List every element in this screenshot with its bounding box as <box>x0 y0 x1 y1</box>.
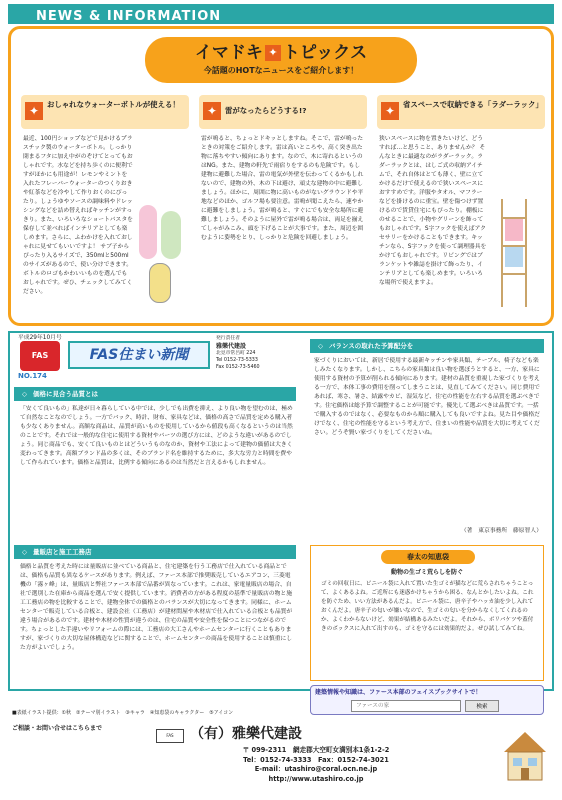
header-bar <box>8 4 554 24</box>
column-heading: おしゃれなウォーターボトルが使える！ <box>47 100 180 109</box>
chie-body: ゴミの回収日に、ビニール袋に入れて置いた生ゴミが猫などに荒らされちゃうことって、よくあるよね。ご近所にも迷惑かけちゃうから困る、なんとかしたいよね。これを防ぐため、いい方法があるんだよ。ビニール袋に、唐辛子やハッカ油を少し入れておくんだよ。唐辛子の匂いが嫌いなので、生ゴミの匂いを分からなくしてくれるのか、よくわからないけど、効果が結構あるみたいだよ。それから、ボリバケツや蓋付きのボックスに入れて出すのも、ゴミを守るには効果的だよ。ぜひ試してみてね。 <box>321 581 534 632</box>
news-column-water-bottle <box>21 95 189 319</box>
company-url[interactable]: http://www.utashiro.co.jp <box>268 774 364 783</box>
sparkle-icon: ✦ <box>25 102 43 120</box>
sparkle-icon: ✦ <box>203 102 221 120</box>
section-title: 量販店と施工工務店 <box>33 548 92 556</box>
section-bar-contractor <box>14 545 296 559</box>
column-heading-box <box>21 95 189 129</box>
news-title-pill <box>145 37 417 83</box>
column-heading: 省スペースで収納できる「ラダーラック」 <box>403 100 543 109</box>
chie-title: 春太の知恵袋 <box>381 550 475 564</box>
company-address: 〒 099-2311 網走郡大空町女満別本1条1-2-2 <box>242 746 390 754</box>
facebook-search-box <box>310 685 544 715</box>
publisher-tel: Tel 0152-73-5333 <box>216 358 258 364</box>
water-bottle-image <box>137 205 187 305</box>
diamond-icon: ◇ <box>22 548 27 556</box>
section-title: 価格に見合う品質とは <box>33 390 98 398</box>
house-illustration <box>500 728 550 784</box>
fas-logo: FAS <box>20 341 60 371</box>
company-tel-fax: Tel：0152-74-3333 Fax：0152-74-3021 <box>243 755 389 764</box>
illustration-credits: ■表紙イラスト提供：①秋 ②テーマ別イラスト ③キャラ ④知恵袋のキャラクター ⑤アイコン <box>12 710 234 716</box>
newsletter-box <box>8 331 554 710</box>
masthead: FAS住まい新聞 <box>68 341 210 369</box>
column-body: 雷が鳴ると、ちょっとドキッとしますね。そこで、雷が鳴ったときの対策をご紹介します。雷は高いところや、高く突き出た物に落ちやすい傾向にあります。なので、木に寄れるというのはNG。また、建物の軒先で雨宿りをするのも危険です。もし建物に避難した場合、雷の電気が外壁を伝わってくるかもしれないので、建物の外、木の下は避け、頑丈な建物の中に避難しましょう。ほかに、周囲に物に高いものがないグラウンドや平地などのほか、ゴルフ場も要注意。雷鳴が聞こえたら、速やかに避難をしましょう。雷が鳴ると、すぐにでも安全な場所に避難しましょう。そのように屋外で雷が鳴る場合は、両足を揃えてしゃがみこみ、頭を下げることが大事です。また、周辺を囲むように姿勢をとり、しっかりと危険を回避しましょう。 <box>201 136 364 241</box>
ladder-rack-image <box>491 199 543 309</box>
news-column-thunder <box>199 95 367 319</box>
section-body-price: 「安くて良いもの」私達が日々暮らしている中では、少しでも出費を抑え、より良い物を望むのは、極めて自然なことなのでしょう。一方でバック、時計、財布、家具などは、価格の高さで品質を定める購入者も少なくありません。高額な商品は、品質が高いものを使用しているから値段も高くなるというのは当然のことです。それでは一般的な住宅に使用する資材やパーツの選び方には、どのような違いがあるのでしょう。同じ商品でも、安くて良いものとはどういうものなのか、資材や工法によって建物の価値は大きく変わってきます。高額ブランド品の多くは、そのブランド名を維持するために、多大な労力と時間を費やして作られています。価格と品質は、比例する傾向にあるのは当然だと言えるかもしれません。 <box>20 406 293 466</box>
section-title: バランスの取れた予算配分を <box>329 342 414 350</box>
section-bar-budget <box>310 339 544 353</box>
header-title: NEWS & INFORMATION <box>36 9 222 24</box>
column-body: 最近、100円ショップなどで見かけるプラスチック製のウォーターボトル。しっかり閉まるフタに加え中がのぞけてとってもおしゃれです。水などを持ち歩くのに便利ですがほかにも用途が！レモンやミントを入れたフレーバーウォーターのつくりおきや紅茶などを冷やして作りおくのにぴったり。しょうゆやソースの調味料やドレッシングなどを詰め替えればキッチンがすっきり。また、いろいろなショートパスタを保存して並べればインテリアとしても楽しめます。さらに、ふわかけを入れておしゃれに見せてもいいですよ！ サブ子からぴったり入るサイズで、350mlと500mlのサイズがあるので、使い分けできます。ボトルのロゴもかわいいものを選んでもおしゃれです。ぜひ、チェックしてみてください。 <box>23 136 133 295</box>
news-column-ladder-rack <box>377 95 545 319</box>
news-topics-box <box>8 26 554 326</box>
sparkle-icon: ✦ <box>381 102 399 120</box>
budget-signature: （著 東京事務所 藤原智人） <box>460 528 542 534</box>
column-body: 狭いスペースに物を置きたいけど、どうすれば…と思うこと、ありませんか？ そんなときに最適なのがラダーラック。ラダーラックとは、はしご式の収納アイテムで、それ自体はとても薄く、壁に立てかけるだけで使えるので狭いスペースにおすすめです。洋服やタオル、マフラーなどを掛けるのに重宝。壁を傷つけず置けるので賃貸住宅にもぴったり。棚板にのせることで、小物やグリーンを飾ってもおしゃれです。S字フックを使えばアクセサリーをかけることもできます。キッチンなら、S字フックを使って調理器具をかけてもおしゃれです。リビングではブランケットや雑誌を掛けて飾ったり、インテリアとしても楽しめます。いろいろな場所で使えますよ。 <box>379 136 487 286</box>
news-title <box>145 41 417 67</box>
section-body-budget: 家づくりにおいては、新居で使用する最新キッチンや家具類、テーブル、椅子なども楽しみたくなります。しかし、こちらの家具類は良い物を選ぼうとすると、一方、家具に使用する資材の予算が削られる傾向にあります。建材の品質を重視した家づくりを考える一方で、本体工事の費用を削ってしまうことは、見直してみてください。同じ費用であれば、寒さ、暑さ、結露やカビ、湿気など、住宅の性能を左右する品質を選ぶべきです。住宅価格は総予算で調整することが可能です。優先して選ぶべきは品質です。一括で購入するのではなく、必要なものから順に購入しても良いですよね。見た目や価格だけでなく、住宅の性能を守るという考え方で、住まいの性能や品質を大切に考えてください。どうぞ賢い家づくりをしてくださいね。 <box>314 358 540 436</box>
publisher-fax: Fax 0152-73-5460 <box>216 364 260 370</box>
chie-box <box>310 545 544 681</box>
company-info <box>196 746 436 784</box>
publisher-address: 北見市常呂町 224 <box>216 351 256 357</box>
issue-date: 平成29年10月号 <box>18 335 62 341</box>
search-heading: 建築情報や知識は、ファース本部のフェイスブックサイトで！ <box>315 689 482 696</box>
diamond-icon: ◇ <box>22 390 27 398</box>
column-heading-box <box>377 95 545 129</box>
section-body-contractor: 価格と品質を考えた時には量販店に並べている商品と、住宅建築を行う工務店で仕入れている商品とでは、価格も品質も異なるケースがあります。例えば、ファース本部で推奨販売しているエアコン、三菱電機の「霧ヶ峰」は、量販店と弊社ファース本部で品番が異なっています。これは、家電量販店の場合、自社で選別した在庫から商品を選んで安く提供しています。消費者の方がある程度の基準で量販店の物と施工工務店の物を比較することで、建物全体での価格とのバランスが大切になってきます。同様に、ホームセンターで販売している合板と、建設会社（工務店）が建材問屋や木材店で仕入れている合板とも品質が違う場合があるのです。建材や木材の性質が違うのは、住宅の品質や安全性を保つことにつながるのです。ちょっとした手違いやリフォームの際には、工務店の大工さんやホームセンターに行くこともありますが、家づくりの大切な屋体構造などに関することで、ホームセンターの商品を使用することは慎重にした方がよいでしょう。 <box>20 564 293 651</box>
column-heading: 雷がなったらどうする!? <box>225 106 307 115</box>
company-name: （有）雅樂代建設 <box>190 726 302 742</box>
news-title-right: トピックス <box>282 43 368 63</box>
news-title-left: イマドキ <box>194 43 263 63</box>
search-button[interactable]: 検索 <box>465 700 499 712</box>
publisher-name: 雅樂代建設 <box>216 342 247 350</box>
publisher-info <box>216 336 278 372</box>
column-heading-box <box>199 95 367 129</box>
section-bar-price <box>14 387 296 401</box>
issue-number: NO.174 <box>18 372 47 380</box>
company-logo: FAS <box>156 729 184 743</box>
search-input[interactable] <box>351 700 461 712</box>
company-email[interactable]: E-mail：utashiro@coral.ocn.ne.jp <box>254 765 378 774</box>
diamond-icon: ◇ <box>318 342 323 350</box>
news-subtitle: 今話題のHOTなニュースをご紹介します！ <box>203 66 359 75</box>
publisher-label: 発行責任者 <box>216 336 240 341</box>
contact-label: ご相談・お問い合せはこちらまで <box>12 725 103 732</box>
chie-subtitle: 動物の生ゴミ荒らしを防ぐ <box>390 569 463 576</box>
sparkle-icon: ✦ <box>265 45 281 61</box>
